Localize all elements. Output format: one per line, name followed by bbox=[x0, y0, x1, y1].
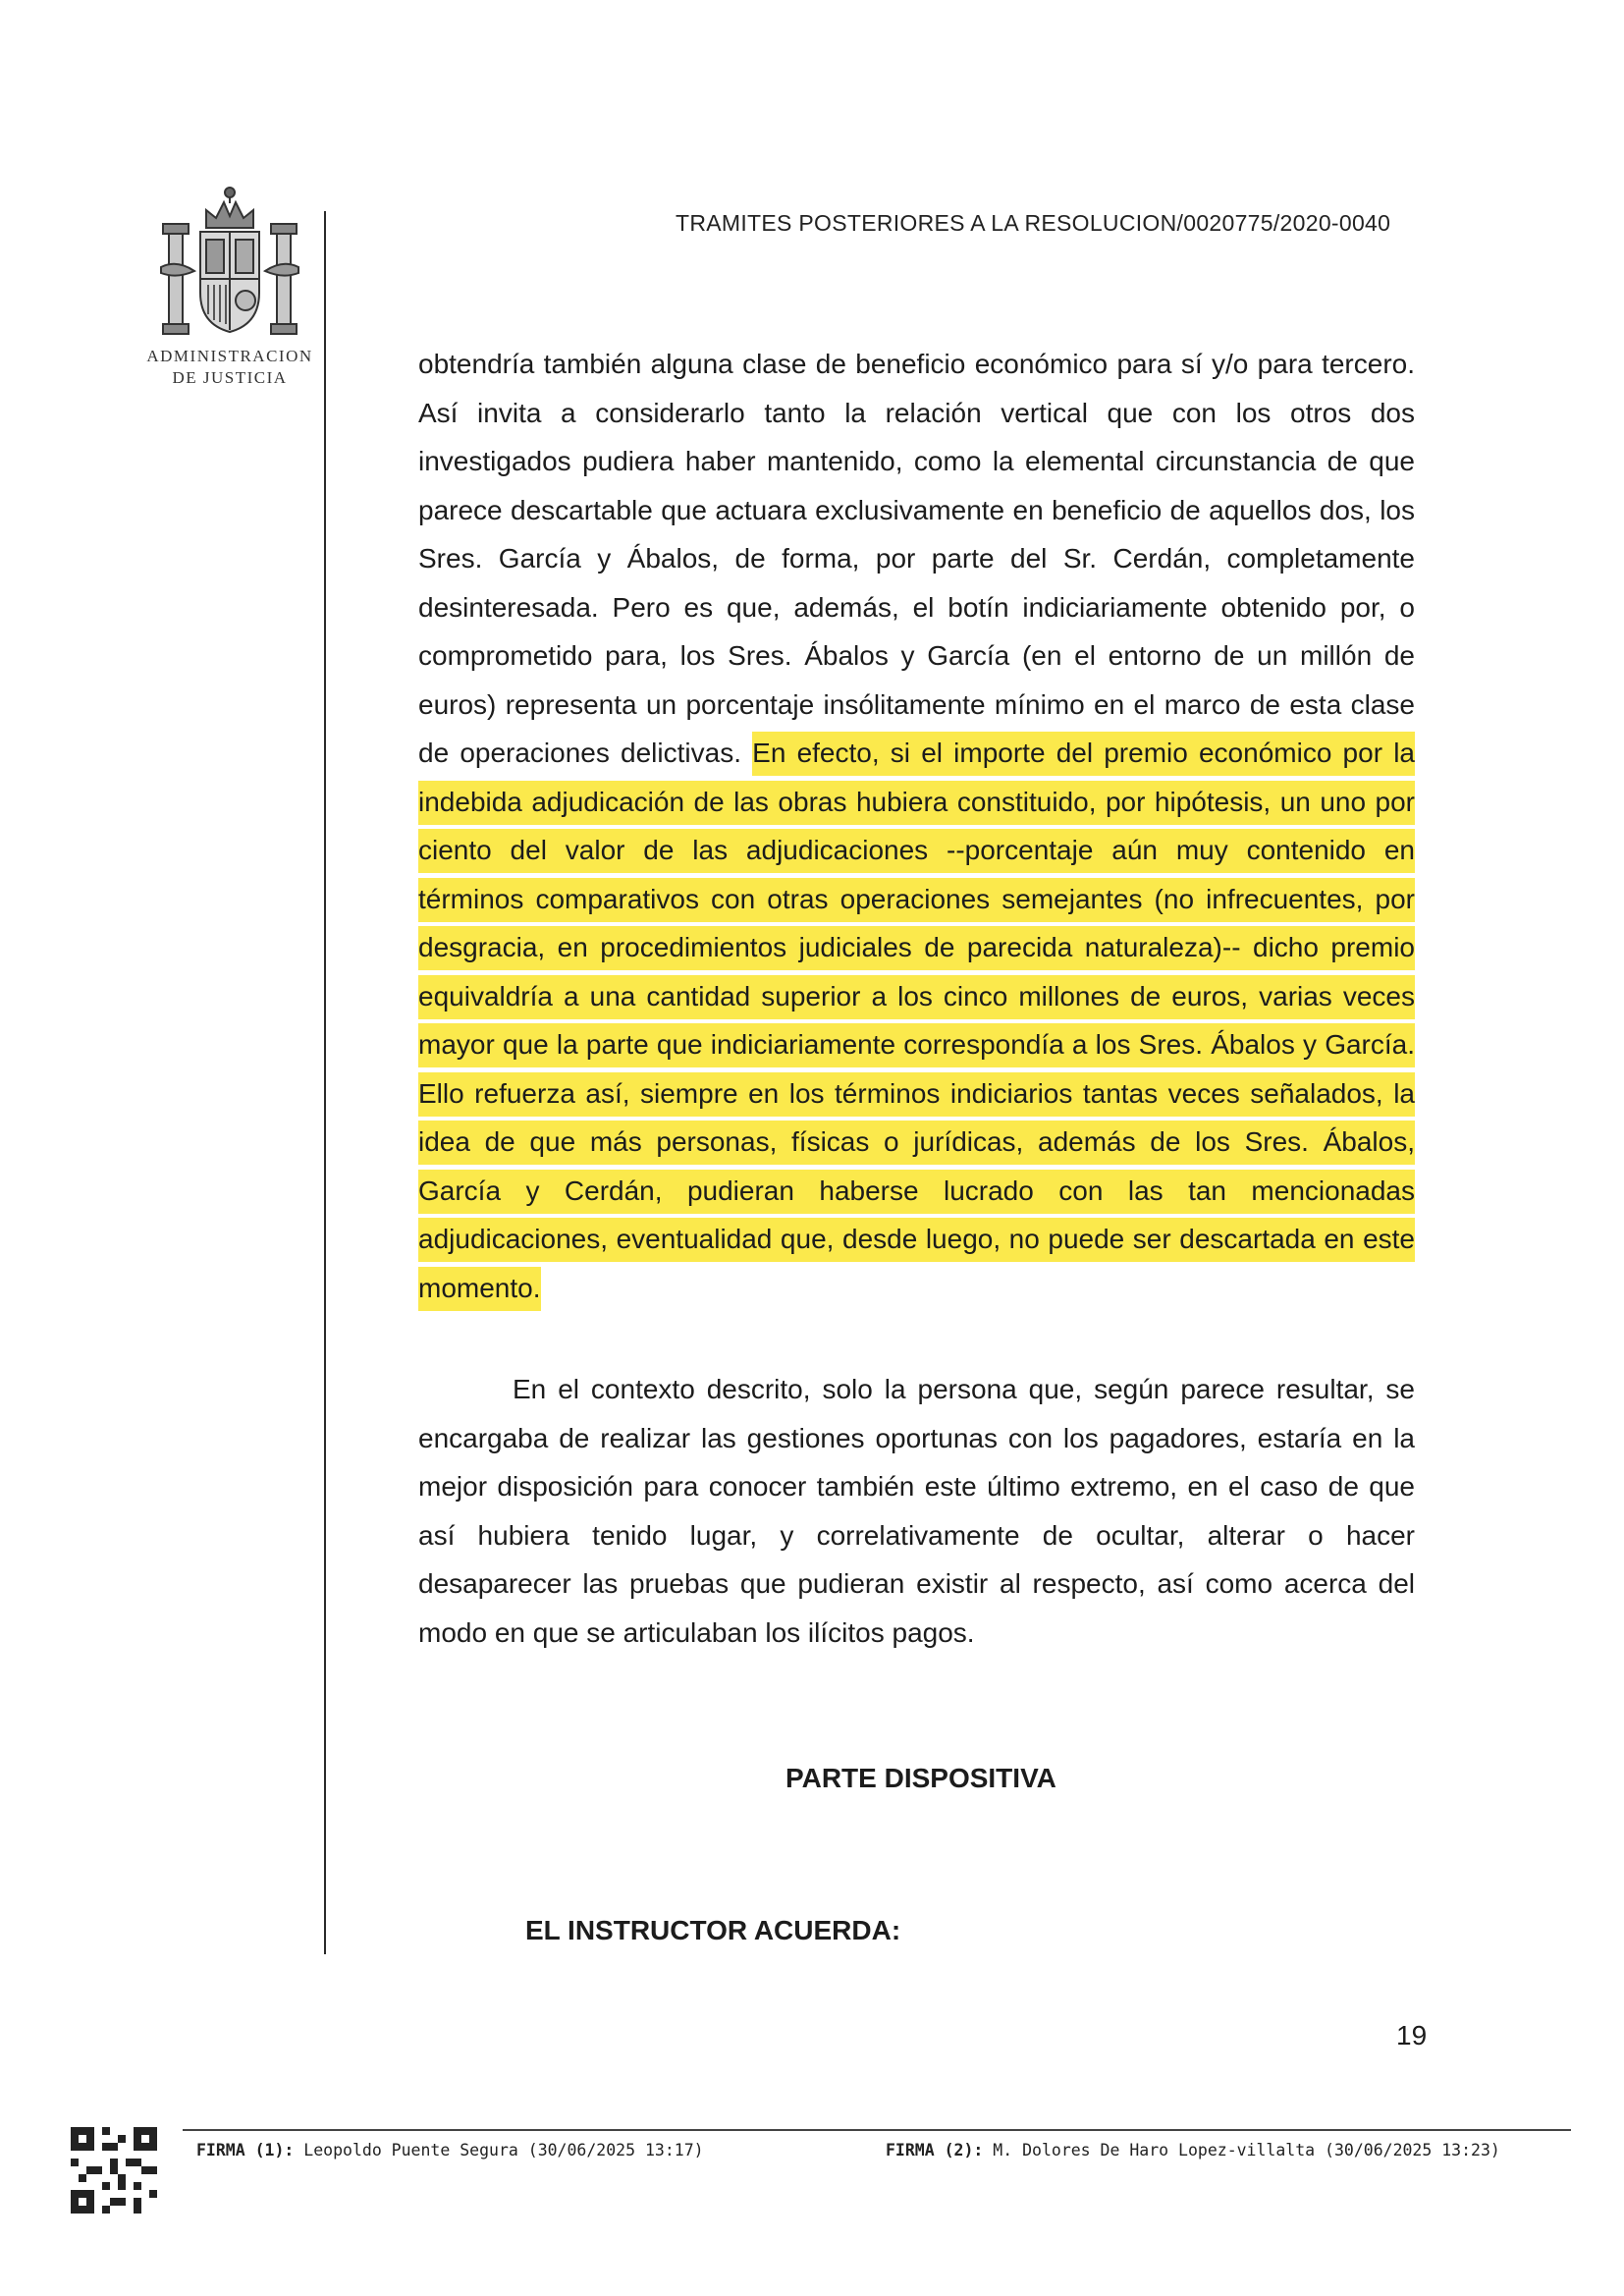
highlighted-passage: En efecto, si el importe del premio económico por la indebida adjudicación de las obras hubiera constituido, por hipótesis, un uno por ciento del valor de las adjudicaciones --porcentaje aún muy contenido en términos comparativos con otras operaciones semejantes (no infrecuentes, por desgracia, en procedimientos judiciales de parecida naturaleza)-- dicho premio equivaldría a una cantidad superior a los cinco millones de euros, varias veces mayor que la parte que indiciariamente correspondía a los Sres. Ábalos y García. Ello refuerza así, siempre en los términos indiciarios tantas veces señalados, la idea de que más personas, físicas o jurídicas, además de los Sres. Ábalos, García y Cerdán, pudieran haberse lucrado con las tan mencionadas adjudicaciones, eventualidad que, desde luego, no puede ser descartada en este momento. bbox=[418, 732, 1415, 1311]
footer-divider bbox=[183, 2129, 1571, 2131]
institution-line-1: ADMINISTRACION bbox=[146, 347, 313, 365]
section-heading-instructor-acuerda: EL INSTRUCTOR ACUERDA: bbox=[525, 1915, 901, 1945]
signature-2-label: FIRMA (2): bbox=[886, 2141, 984, 2159]
section-heading-parte-dispositiva: PARTE DISPOSITIVA bbox=[785, 1763, 1056, 1793]
case-reference-header: TRAMITES POSTERIORES A LA RESOLUCION/0020775/2020-0040 bbox=[676, 210, 1391, 236]
spain-coat-of-arms-icon bbox=[155, 177, 304, 344]
institution-label bbox=[145, 346, 314, 389]
signature-1-label: FIRMA (1): bbox=[196, 2141, 295, 2159]
qr-code-icon bbox=[71, 2127, 157, 2214]
signature-1 bbox=[196, 2141, 704, 2159]
body-paragraph-2 bbox=[418, 1365, 1415, 1657]
paragraph-2-text: En el contexto descrito, solo la persona que, según parece resultar, se encargaba de realizar las gestiones oportunas con los pagadores, estaría en la mejor disposición para conocer también este último extremo, en el caso de que así hubiera tenido lugar, y correlativamente de ocultar, alterar o hacer desaparecer las pruebas que pudieran existir al respecto, así como acerca del modo en que se articulaban los ilícitos pagos. bbox=[418, 1374, 1415, 1648]
signature-1-value: Leopoldo Puente Segura (30/06/2025 13:17) bbox=[303, 2141, 704, 2159]
signature-2 bbox=[886, 2141, 1500, 2159]
paragraph-1-text: obtendría también alguna clase de beneficio económico para sí y/o para tercero. Así invita a considerarlo tanto la relación vertical que con los otros dos investigados pudiera haber mantenido, como la elemental circunstancia de que parece descartable que actuara exclusivamente en beneficio de aquellos dos, los Sres. García y Ábalos, de forma, por parte del Sr. Cerdán, completamente desinteresada. Pero es que, además, el botín indiciariamente obtenido por, o comprometido para, los Sres. Ábalos y García (en el entorno de un millón de euros) representa un porcentaje insólitamente mínimo en el marco de esta clase de operaciones delictivas. bbox=[418, 349, 1415, 768]
body-paragraph-1 bbox=[418, 340, 1415, 1312]
page-number: 19 bbox=[1396, 2020, 1428, 2050]
signature-2-value: M. Dolores De Haro Lopez-villalta (30/06/2025 13:23) bbox=[993, 2141, 1500, 2159]
institution-line-2: DE JUSTICIA bbox=[172, 368, 288, 387]
margin-divider bbox=[324, 211, 326, 1954]
